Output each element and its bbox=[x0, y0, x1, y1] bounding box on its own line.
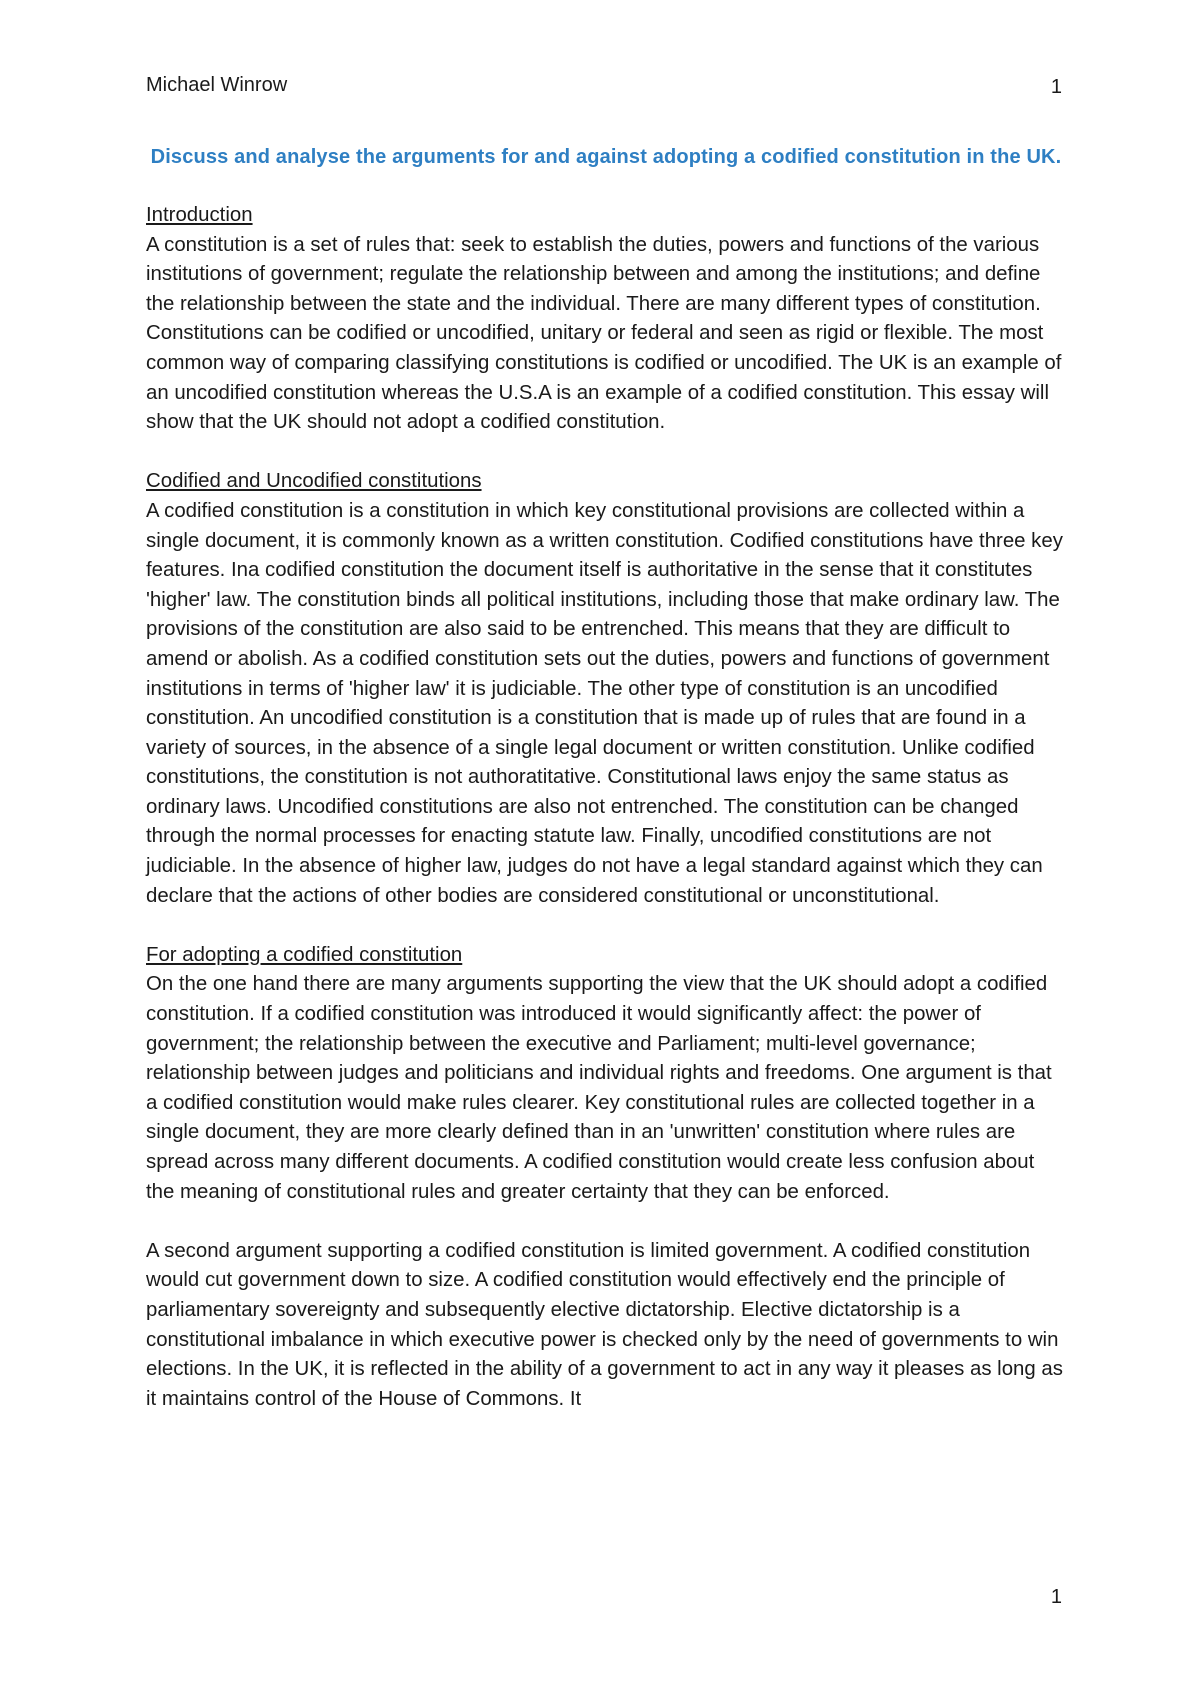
section-codified-uncodified bbox=[146, 467, 1066, 911]
paragraph: A constitution is a set of rules that: seek to establish the duties, powers and functions of the various institutions of government; regulate the relationship between and among the institutions; and define the relationship between the state and the individual. There are many different types of constitution. Constitutions can be codified or uncodified, unitary or federal and seen as rigid or flexible. The most common way of comparing classifying constitutions is codified or uncodified. The UK is an example of an uncodified constitution whereas the U.S.A is an example of a codified constitution. This essay will show that the UK should not adopt a codified constitution. bbox=[146, 233, 1062, 434]
header-page-number: 1 bbox=[1050, 76, 1062, 98]
paragraph: A second argument supporting a codified constitution is limited government. A codified constitution would cut government down to size. A codified constitution would effectively end the principle of parliamentary sovereignty and subsequently elective dictatorship. Elective dictatorship is a constitutional imbalance in which executive power is checked only by the need of governments to win elections. In the UK, it is reflected in the ability of a government to act in any way it pleases as long as it maintains control of the House of Commons. It bbox=[146, 1239, 1063, 1410]
section-heading: Codified and Uncodified constitutions bbox=[146, 470, 482, 493]
paragraph: On the one hand there are many arguments supporting the view that the UK should adopt a codified constitution. If a codified constitution was introduced it would significantly affect: the power of government; the relationship between the executive and Parliament; multi-level governance; relationship between judges and politicians and individual rights and freedoms. One argument is that a codified constitution would make rules clearer. Key constitutional rules are collected together in a single document, they are more clearly defined than in an 'unwritten' constitution where rules are spread across many different documents. A codified constitution would create less confusion about the meaning of constitutional rules and greater certainty that they can be enforced. bbox=[146, 973, 1052, 1203]
header-author: Michael Winrow bbox=[146, 74, 288, 96]
section-introduction bbox=[146, 201, 1066, 438]
section-heading: For adopting a codified constitution bbox=[146, 943, 463, 966]
essay-title: Discuss and analyse the arguments for and against adopting a codified constitution in the UK. bbox=[150, 146, 1062, 168]
document-body bbox=[146, 143, 1066, 1414]
footer-page-number: 1 bbox=[1050, 1586, 1062, 1608]
paragraph: A codified constitution is a constitution in which key constitutional provisions are collected within a single document, it is commonly known as a written constitution. Codified constitutions have three key features. Ina codified constitution the document itself is authoritative in the sense that it constitutes 'higher' law. The constitution binds all political institutions, including those that make ordinary law. The provisions of the constitution are also said to be entrenched. This means that they are difficult to amend or abolish. As a codified constitution sets out the duties, powers and functions of government institutions in terms of 'higher law' it is judiciable. The other type of constitution is an uncodified constitution. An uncodified constitution is a constitution that is made up of rules that are found in a variety of sources, in the absence of a single legal document or written constitution. Unlike codified constitutions, the constitution is not authoratitative. Constitutional laws enjoy the same status as ordinary laws. Uncodified constitutions are also not entrenched. The constitution can be changed through the normal processes for enacting statute law. Finally, uncodified constitutions are not judiciable. In the absence of higher law, judges do not have a legal standard against which they can declare that the actions of other bodies are considered constitutional or unconstitutional. bbox=[146, 499, 1063, 907]
section-heading: Introduction bbox=[146, 204, 253, 226]
section-for-codified bbox=[146, 941, 1066, 1415]
